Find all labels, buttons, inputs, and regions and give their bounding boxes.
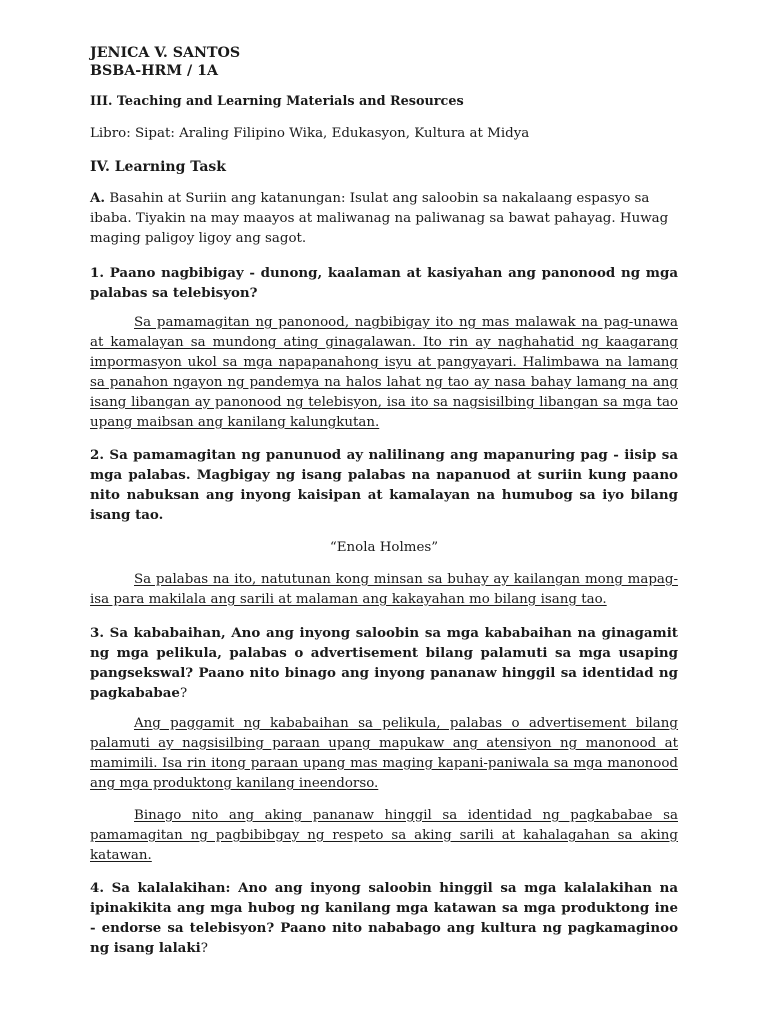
book-reference: Libro: Sipat: Araling Filipino Wika, Edukasyon, Kultura at Midya xyxy=(90,126,530,141)
question-3-text: 3. Sa kababaihan, Ano ang inyong saloobin sa mga kababaihan na ginagamit ng mga pelikula, palabas o advertisement bilang palamuti sa mga usaping pangsekswal? Paano nito binago ang inyong pananaw hinggil sa identidad ng pagkababae xyxy=(90,625,678,701)
answer-1: Sa pamamagitan ng panonood, nagbibigay ito ng mas malawak na pag-unawa at kamalayan sa mundong ating ginagalawan. Ito rin ay naghahatid ng kaagarang impormasyon ukol sa mga napapanahong isyu at pangyayari. Halimbawa na lamang sa panahon ngayon ng pandemya na halos lahat ng tao ay nasa bahay lamang na ang isang libangan ay panonood ng telebisyon, isa ito sa nagsisilbing libangan sa mga tao upang maibsan ang kanilang kalungkutan. xyxy=(90,315,678,430)
film-title: “Enola Holmes” xyxy=(329,540,439,555)
answer-3b: Binago nito ang aking pananaw hinggil sa identidad ng pagkababae sa pamamagitan ng pagbibibgay ng respeto sa aking sarili at kahalagahan sa aking katawan. xyxy=(90,808,678,863)
question-3 xyxy=(90,623,678,704)
instruction-label: A. xyxy=(90,190,106,206)
question-2: 2. Sa pamamagitan ng panunuod ay nalilinang ang mapanuring pag - iisip sa mga palabas. Magbigay ng isang palabas na napanuod at suriin kung paano nito nabuksan ang inyong kaisipan at kamalayan na humubog sa iyo bilang isang tao. xyxy=(90,447,678,523)
instruction-paragraph xyxy=(90,188,678,249)
section-3-title: III. Teaching and Learning Materials and Resources xyxy=(90,94,464,109)
section-4-title: IV. Learning Task xyxy=(90,159,226,175)
question-1: 1. Paano nagbibigay - dunong, kaalaman at kasiyahan ang panonood ng mga palabas sa telebisyon? xyxy=(90,265,678,301)
answer-3a: Ang paggamit ng kababaihan sa pelikula, palabas o advertisement bilang palamuti ay nagsisilbing paraan upang mapukaw ang atensiyon ng manonood at mamimili. Isa rin itong paraan upang mas maging kapani-paniwala sa mga manonood ang mga produktong kanilang ineendorso. xyxy=(90,716,678,791)
student-name: JENICA V. SANTOS xyxy=(90,45,241,61)
question-4 xyxy=(90,878,678,959)
answer-2: Sa palabas na ito, natutunan kong minsan sa buhay ay kailangan mong mapag-isa para makilala ang sarili at malaman ang kakayahan mo bilang isang tao. xyxy=(90,572,678,607)
question-4-mark: ? xyxy=(200,941,208,956)
student-course: BSBA-HRM / 1A xyxy=(90,63,218,79)
question-3-mark: ? xyxy=(179,686,188,701)
instruction-text: Basahin at Suriin ang katanungan: Isulat ang saloobin sa nakalaang espasyo sa ibaba. Tiyakin na may maayos at maliwanag na paliwanag sa bawat pahayag. Huwag maging paligoy ligoy ang sagot. xyxy=(90,191,669,246)
question-4-text: 4. Sa kalalakihan: Ano ang inyong saloobin hinggil sa mga kalalakihan na ipinakikita ang mga hubog ng kanilang mga katawan sa mga produktong ine - endorse sa telebisyon? Paano nito nababago ang kultura ng pagkamaginoo ng isang lalaki xyxy=(90,880,678,956)
